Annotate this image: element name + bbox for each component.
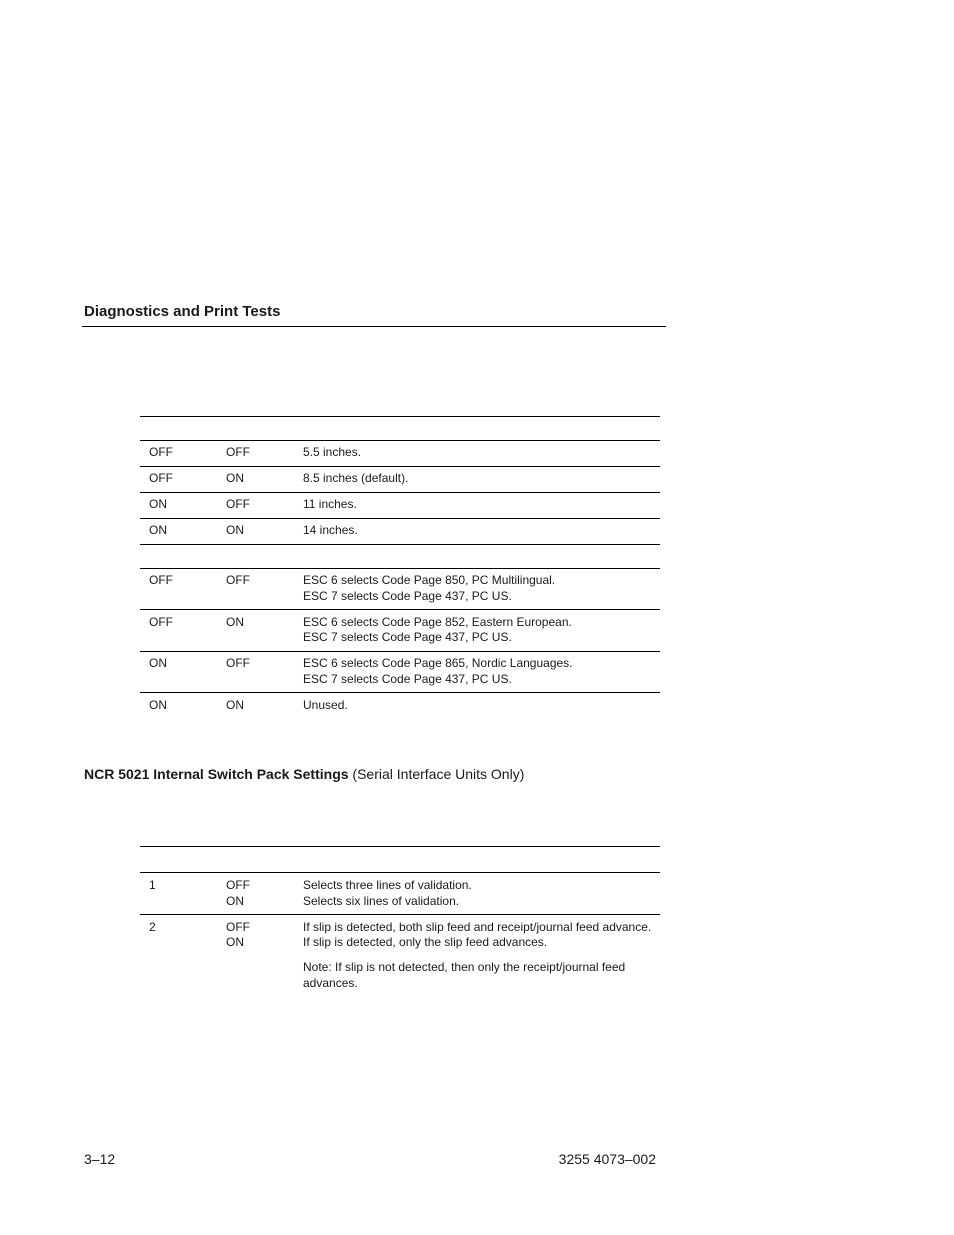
- switch-b-value: OFF: [226, 445, 250, 459]
- table-rule: [140, 914, 660, 915]
- switch-state: OFF: [226, 920, 250, 934]
- table-rule: [140, 651, 660, 652]
- setting-description: 11 inches.: [303, 497, 357, 511]
- setting-description: 14 inches.: [303, 523, 358, 537]
- switch-number: 1: [149, 878, 156, 892]
- table-rule: [140, 466, 660, 467]
- switch-a-value: OFF: [149, 445, 173, 459]
- table-rule: [140, 518, 660, 519]
- document-number: 3255 4073–002: [558, 1151, 656, 1167]
- table-rule: [140, 544, 660, 545]
- switch-a-value: ON: [149, 698, 167, 712]
- table-rule: [140, 846, 660, 847]
- setting-description: ESC 7 selects Code Page 437, PC US.: [303, 630, 512, 644]
- switch-b-value: OFF: [226, 497, 250, 511]
- setting-description: ESC 7 selects Code Page 437, PC US.: [303, 589, 512, 603]
- header-rule: [82, 326, 666, 327]
- switch-b-value: ON: [226, 523, 244, 537]
- table-rule: [140, 568, 660, 569]
- table-rule: [140, 872, 660, 873]
- table-rule: [140, 692, 660, 693]
- setting-note: advances.: [303, 976, 358, 990]
- setting-description: Selects six lines of validation.: [303, 894, 460, 908]
- table-rule: [140, 609, 660, 610]
- setting-note: Note: If slip is not detected, then only the receipt/journal feed: [303, 960, 626, 974]
- section-title-note: (Serial Interface Units Only): [348, 766, 525, 782]
- setting-description: Selects three lines of validation.: [303, 878, 472, 892]
- table-rule: [140, 492, 660, 493]
- switch-a-value: ON: [149, 523, 167, 537]
- setting-description: ESC 6 selects Code Page 852, Eastern European.: [303, 615, 572, 629]
- switch-b-value: OFF: [226, 656, 250, 670]
- switch-a-value: OFF: [149, 573, 173, 587]
- switch-a-value: ON: [149, 497, 167, 511]
- switch-b-value: OFF: [226, 573, 250, 587]
- internal-switch-section-title: [84, 766, 524, 782]
- section-title: Diagnostics and Print Tests: [84, 303, 281, 320]
- switch-number: 2: [149, 920, 156, 934]
- switch-state: OFF: [226, 878, 250, 892]
- switch-a-value: ON: [149, 656, 167, 670]
- setting-description: ESC 7 selects Code Page 437, PC US.: [303, 672, 512, 686]
- page-number: 3–12: [84, 1151, 116, 1167]
- switch-state: ON: [226, 935, 244, 949]
- setting-description: 8.5 inches (default).: [303, 471, 409, 485]
- setting-description: If slip is detected, both slip feed and receipt/journal feed advance.: [303, 920, 652, 934]
- switch-state: ON: [226, 894, 244, 908]
- setting-description: ESC 6 selects Code Page 850, PC Multilingual.: [303, 573, 556, 587]
- table-rule: [140, 440, 660, 441]
- setting-description: ESC 6 selects Code Page 865, Nordic Languages.: [303, 656, 573, 670]
- switch-b-value: ON: [226, 698, 244, 712]
- switch-a-value: OFF: [149, 471, 173, 485]
- switch-a-value: OFF: [149, 615, 173, 629]
- switch-b-value: ON: [226, 615, 244, 629]
- section-title-bold: NCR 5021 Internal Switch Pack Settings: [84, 766, 349, 782]
- setting-description: If slip is detected, only the slip feed advances.: [303, 935, 548, 949]
- setting-description: 5.5 inches.: [303, 445, 362, 459]
- table-rule: [140, 416, 660, 417]
- setting-description: Unused.: [303, 698, 348, 712]
- switch-b-value: ON: [226, 471, 244, 485]
